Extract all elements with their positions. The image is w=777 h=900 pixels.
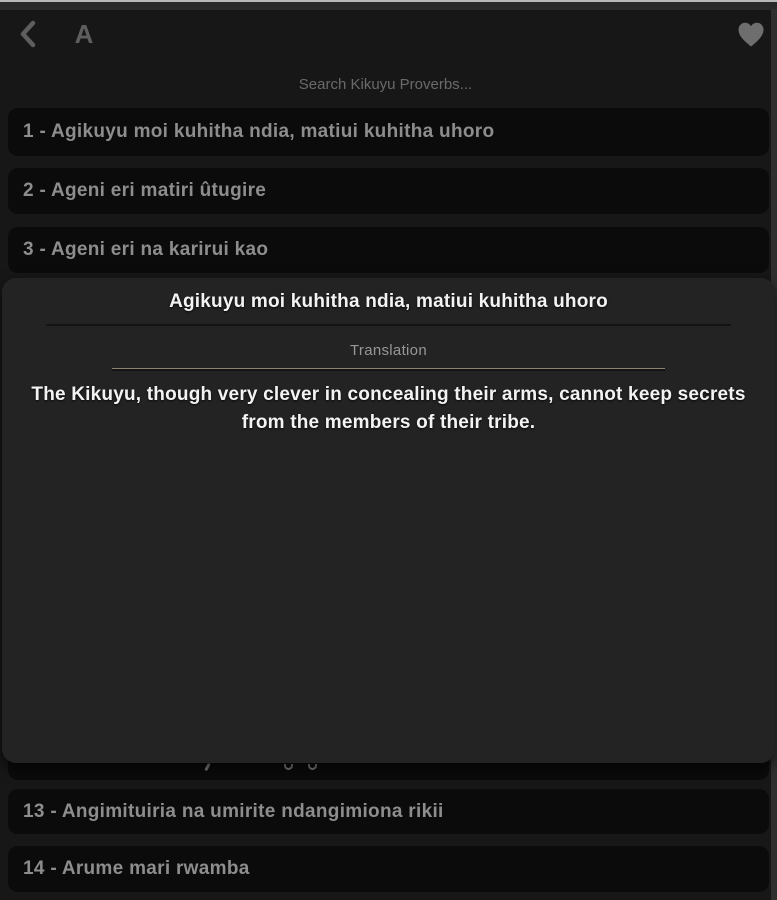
proverb-detail-panel[interactable]	[2, 278, 775, 763]
divider	[112, 368, 665, 371]
clipped-text-remnant	[204, 763, 210, 771]
back-button[interactable]	[10, 16, 46, 52]
font-size-button[interactable]: A	[66, 16, 102, 52]
header-bar	[0, 10, 771, 68]
window-top-strip	[0, 2, 777, 10]
chevron-left-icon	[17, 19, 39, 49]
list-item-proverb-13[interactable]: 13 - Angimituiria na umirite ndangimiona rikii	[8, 789, 769, 834]
divider	[46, 324, 731, 326]
clipped-text-remnant	[284, 764, 293, 770]
list-item-proverb-14[interactable]: 14 - Arume mari rwamba	[8, 846, 769, 892]
translation-label: Translation	[350, 342, 427, 359]
search-input[interactable]	[10, 70, 761, 98]
translation-text: The Kikuyu, though very clever in concealing their arms, cannot keep secrets from the members of their tribe.	[31, 384, 746, 433]
list-item-proverb-3[interactable]: 3 - Ageni eri na karirui kao	[8, 227, 769, 273]
list-item-proverb-2[interactable]: 2 - Ageni eri matiri ûtugire	[8, 168, 769, 214]
proverb-title: Agikuyu moi kuhitha ndia, matiui kuhitha uhoro	[169, 291, 608, 312]
favorites-button[interactable]	[731, 14, 771, 54]
clipped-text-remnant	[308, 764, 317, 770]
heart-icon	[736, 20, 766, 48]
list-item-proverb-1[interactable]: 1 - Agikuyu moi kuhitha ndia, matiui kuhitha uhoro	[8, 108, 769, 156]
